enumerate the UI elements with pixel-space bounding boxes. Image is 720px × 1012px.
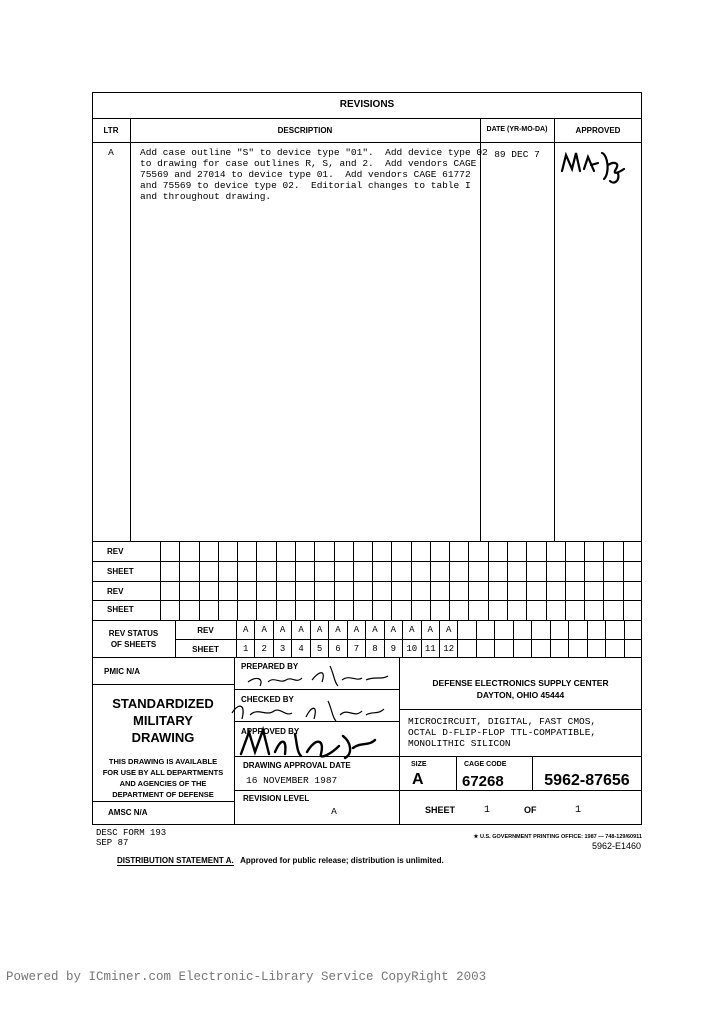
checker-signature — [228, 695, 388, 725]
empty-cell — [550, 639, 568, 658]
grid-column-line — [391, 541, 392, 621]
status-rev-cell: A — [439, 620, 457, 639]
empty-cell — [550, 620, 568, 639]
description-line: to drawing for case outlines R, S, and 2. Add vendors CAGE — [140, 158, 477, 169]
grid-column-line — [334, 541, 335, 621]
grid-column-line — [218, 541, 219, 621]
status-rev-label: REV — [197, 626, 214, 635]
grid-column-line — [546, 541, 547, 621]
status-sheet-cell: 11 — [421, 639, 439, 658]
title-line — [399, 756, 642, 757]
approver-signature — [558, 143, 638, 188]
distribution-text: Approved for public release; distribution is unlimited. — [240, 856, 444, 865]
description-line: and 75569 to device type 02. Editorial changes to table I — [140, 180, 471, 191]
rev-sheet-grid-columns — [160, 541, 642, 621]
document-ref: 5962-E1460 — [591, 841, 641, 851]
amsc-line — [92, 801, 234, 802]
desc-form-line: SEP 87 — [96, 838, 129, 848]
empty-cell — [568, 639, 586, 658]
empty-cell — [476, 639, 494, 658]
ltr-col-line — [130, 118, 131, 542]
description-line: Add case outline "S" to device type "01". Add device type 02 — [140, 147, 488, 158]
revision-date: 89 DEC 7 — [494, 149, 540, 160]
agency-line: DEFENSE ELECTRONICS SUPPLY CENTER — [432, 678, 609, 688]
drawing-number: 5962-87656 — [544, 772, 630, 789]
status-rev-cell: A — [236, 620, 254, 639]
sheet-label: SHEET — [425, 805, 456, 815]
grid-column-line — [353, 541, 354, 621]
status-sheet-cell: 8 — [365, 639, 383, 658]
grid-column-line — [623, 541, 624, 621]
desc-form — [96, 828, 166, 848]
availability-note — [92, 756, 234, 800]
status-rev-cell: A — [328, 620, 346, 639]
standardized-line: STANDARDIZED — [112, 696, 214, 711]
status-rev-cell: A — [402, 620, 420, 639]
preparer-signature — [242, 660, 392, 690]
empty-cell — [624, 639, 642, 658]
status-sheet-cell: 1 — [236, 639, 254, 658]
status-rev-cell: A — [254, 620, 272, 639]
desc-form-line: DESC FORM 193 — [96, 828, 167, 838]
empty-cell — [587, 639, 605, 658]
amsc-label: AMSC N/A — [108, 808, 148, 817]
standardized-title — [92, 695, 234, 746]
revision-level: A — [331, 806, 337, 817]
empty-cell — [587, 620, 605, 639]
drawing-title-line: MONOLITHIC SILICON — [408, 738, 511, 749]
status-sheet-cell: 12 — [439, 639, 457, 658]
rev-status-label: REV STATUS OF SHEETS — [108, 629, 159, 649]
agency-name — [399, 677, 642, 701]
revisions-title: REVISIONS — [339, 99, 395, 110]
revision-letter: A — [108, 147, 114, 158]
distribution-statement — [117, 856, 444, 865]
empty-cell — [531, 639, 549, 658]
grid-column-line — [179, 541, 180, 621]
status-sheet-cell: 3 — [273, 639, 291, 658]
status-sheet-cell: 2 — [254, 639, 272, 658]
empty-cell — [624, 620, 642, 639]
status-sheet-cell: 5 — [310, 639, 328, 658]
drawing-title-line: OCTAL D-FLIP-FLOP TTL-COMPATIBLE, — [408, 727, 597, 738]
drawing-title — [408, 716, 596, 749]
grid-column-line — [430, 541, 431, 621]
empty-cell — [513, 639, 531, 658]
size-value: A — [412, 771, 424, 788]
pmic-label: PMIC N/A — [104, 667, 140, 676]
empty-cell — [568, 620, 586, 639]
date-header: DATE (YR-MO-DA) — [486, 126, 548, 133]
status-rev-cell: A — [384, 620, 402, 639]
status-rev-cell: A — [273, 620, 291, 639]
availability-line: THIS DRAWING IS AVAILABLE — [108, 757, 218, 766]
revisions-divider — [92, 118, 642, 119]
grid-column-line — [565, 541, 566, 621]
grid-rev-label: REV — [107, 547, 124, 556]
approval-date-label: DRAWING APPROVAL DATE — [243, 761, 351, 770]
drawing-title-line: MICROCIRCUIT, DIGITAL, FAST CMOS, — [408, 716, 597, 727]
revision-description — [140, 147, 488, 202]
of-label: OF — [524, 805, 537, 815]
grid-column-line — [488, 541, 489, 621]
date-col-line — [554, 118, 555, 542]
size-label: SIZE — [411, 761, 427, 768]
approval-date: 16 NOVEMBER 1987 — [246, 775, 338, 786]
status-rev-cell: A — [347, 620, 365, 639]
status-rev-cell: A — [421, 620, 439, 639]
pmic-line — [92, 684, 234, 685]
grid-column-line — [507, 541, 508, 621]
availability-line: DEPARTMENT OF DEFENSE — [112, 790, 214, 799]
availability-line: AND AGENCIES OF THE — [119, 779, 207, 788]
status-sheet-cell: 4 — [291, 639, 309, 658]
approver-signature-block — [235, 724, 385, 760]
cage-code-label: CAGE CODE — [464, 761, 507, 768]
approved-by-label: APPROVED BY — [241, 727, 300, 736]
grid-column-line — [372, 541, 373, 621]
empty-cell — [605, 620, 623, 639]
of-value: 1 — [575, 805, 582, 816]
grid-column-line — [314, 541, 315, 621]
grid-column-line — [468, 541, 469, 621]
standardized-line: MILITARY — [133, 713, 193, 728]
status-sheet-label: SHEET — [192, 645, 219, 654]
grid-column-line — [603, 541, 604, 621]
distribution-label: DISTRIBUTION STATEMENT A. — [117, 856, 234, 865]
status-rev-row — [236, 620, 642, 639]
empty-cell — [494, 620, 512, 639]
empty-cell — [457, 639, 475, 658]
date-line — [234, 790, 642, 791]
empty-cell — [494, 639, 512, 658]
empty-cell — [605, 639, 623, 658]
prepared-by-label: PREPARED BY — [241, 662, 299, 671]
status-rev-cell: A — [365, 620, 383, 639]
availability-line: FOR USE BY ALL DEPARTMENTS — [102, 768, 224, 777]
agency-line: DAYTON, OHIO 45444 — [476, 690, 565, 700]
powered-by-notice: Powered by ICminer.com Electronic-Library Service CopyRight 2003 — [6, 970, 487, 984]
grid-column-line — [237, 541, 238, 621]
status-rev-cell: A — [291, 620, 309, 639]
sheet-number: 1 — [484, 805, 491, 816]
status-sheet-cell: 7 — [347, 639, 365, 658]
grid-sheet-label: SHEET — [107, 567, 134, 576]
size-col-line — [456, 756, 457, 790]
grid-rev-label: REV — [107, 587, 124, 596]
status-sheet-cell: 6 — [328, 639, 346, 658]
checked-by-label: CHECKED BY — [241, 695, 294, 704]
agency-line — [399, 709, 642, 710]
grid-column-line — [256, 541, 257, 621]
empty-cell — [531, 620, 549, 639]
grid-column-line — [449, 541, 450, 621]
description-line: 75569 and 27014 to device type 01. Add vendors CAGE 61772 — [140, 169, 471, 180]
status-rev-cell: A — [310, 620, 328, 639]
approved-header: APPROVED — [575, 126, 621, 135]
grid-column-line — [526, 541, 527, 621]
gpo-notice: ★ U.S. GOVERNMENT PRINTING OFFICE: 1987 — 748-129/60911 — [473, 834, 642, 840]
empty-cell — [476, 620, 494, 639]
revision-level-label: REVISION LEVEL — [243, 794, 310, 803]
standardized-line: DRAWING — [131, 730, 195, 745]
empty-cell — [513, 620, 531, 639]
grid-column-line — [199, 541, 200, 621]
cage-code: 67268 — [462, 773, 504, 790]
description-line: and throughout drawing. — [140, 191, 272, 202]
grid-column-line — [295, 541, 296, 621]
ltr-header: LTR — [103, 126, 119, 135]
status-sheet-row — [236, 639, 642, 658]
grid-column-line — [160, 541, 161, 621]
description-header: DESCRIPTION — [277, 126, 333, 135]
empty-cell — [457, 620, 475, 639]
status-sheet-cell: 10 — [402, 639, 420, 658]
grid-column-line — [276, 541, 277, 621]
grid-column-line — [411, 541, 412, 621]
grid-sheet-label: SHEET — [107, 605, 134, 614]
grid-column-line — [584, 541, 585, 621]
status-sheet-cell: 9 — [384, 639, 402, 658]
